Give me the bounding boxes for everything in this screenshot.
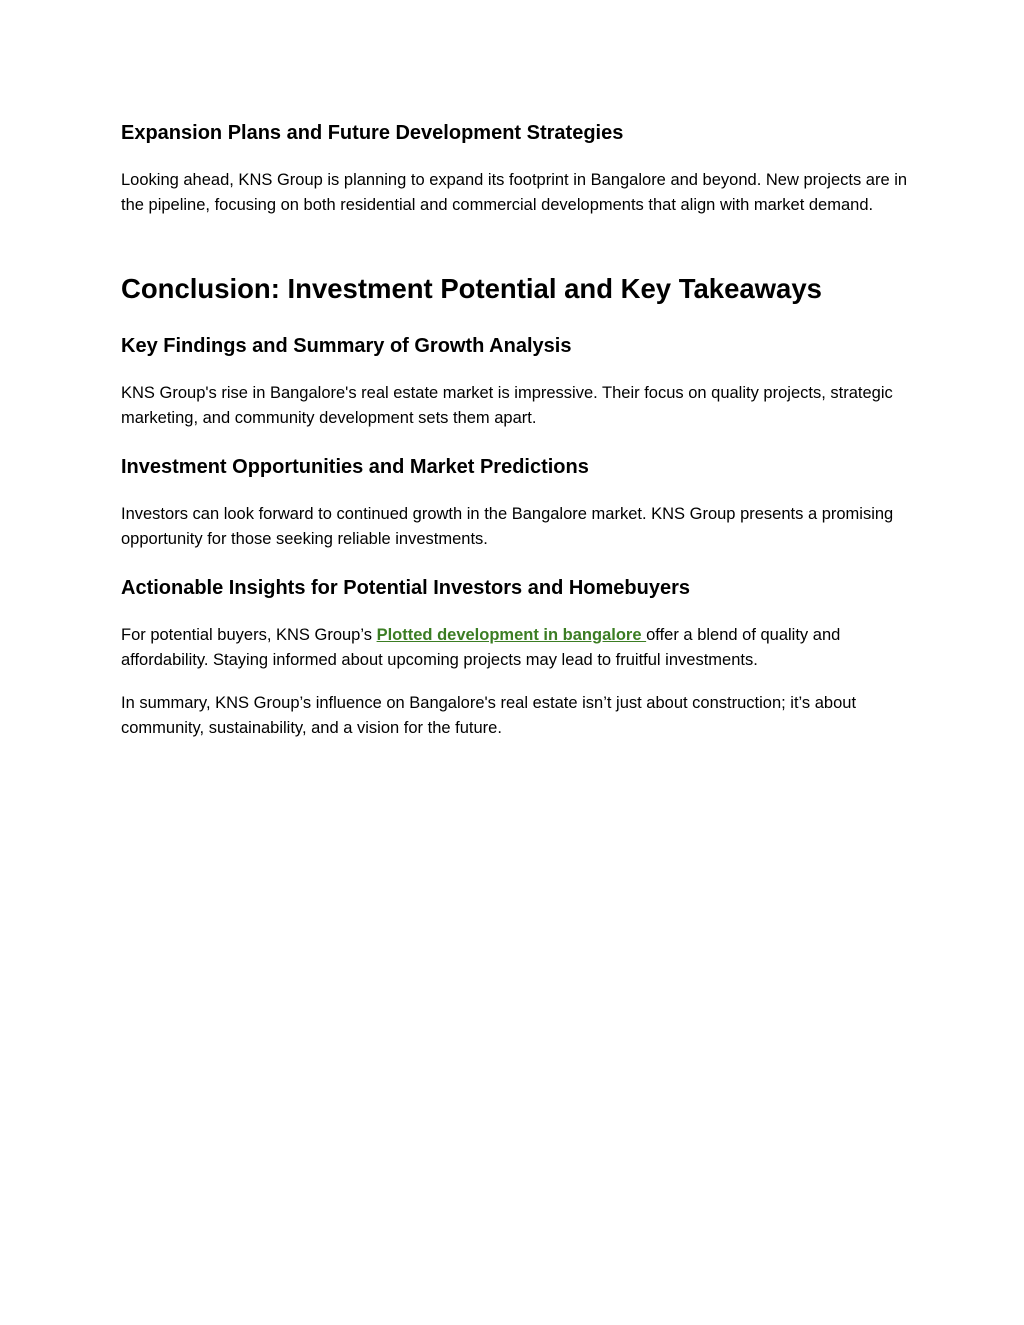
investment-paragraph: Investors can look forward to continued growth in the Bangalore market. KNS Group presents a promising opportunity for those seeking reliable investments. [121, 505, 894, 548]
actionable-text-before-link: For potential buyers, KNS Group’s [121, 626, 377, 644]
actionable-text-after-link: offer a blend of quality and affordability. Staying informed about upcoming projects may lead to fruitful investments. [121, 626, 841, 669]
expansion-paragraph: Looking ahead, KNS Group is planning to expand its footprint in Bangalore and beyond. New projects are in the pipeline, focusing on both residential and commercial developments that align with market demand. [121, 171, 908, 214]
summary-paragraph: In summary, KNS Group’s influence on Bangalore's real estate isn’t just about construction; it’s about community, sustainability, and a vision for the future. [121, 694, 857, 737]
key-findings-paragraph: KNS Group's rise in Bangalore's real estate market is impressive. Their focus on quality projects, strategic marketing, and community development sets them apart. [121, 384, 893, 427]
actionable-heading: Actionable Insights for Potential Investors and Homebuyers [121, 577, 690, 599]
key-findings-heading: Key Findings and Summary of Growth Analysis [121, 335, 572, 357]
investment-heading: Investment Opportunities and Market Predictions [121, 456, 589, 478]
actionable-paragraph [121, 623, 911, 672]
conclusion-heading: Conclusion: Investment Potential and Key Takeaways [121, 273, 822, 304]
plotted-development-link[interactable]: Plotted development in bangalore [376, 626, 647, 644]
expansion-heading: Expansion Plans and Future Development Strategies [121, 122, 624, 144]
